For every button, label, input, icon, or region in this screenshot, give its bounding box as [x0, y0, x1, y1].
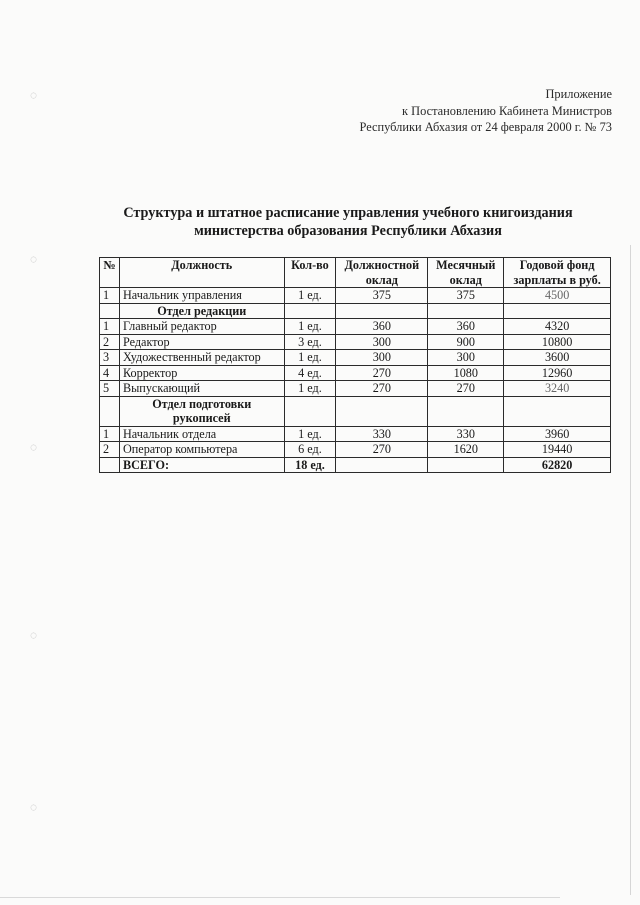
binding-hole-mark: ◌: [26, 91, 41, 100]
cell-number: 1: [100, 426, 120, 442]
cell-position: Художественный редактор: [119, 350, 284, 366]
table-row: [100, 442, 611, 458]
col-header-position: Должность: [119, 258, 284, 288]
section-title-manuscripts-l2: рукописей: [172, 411, 231, 425]
cell-salary: 375: [336, 288, 428, 304]
scan-edge-line: [630, 245, 631, 895]
col-header-monthly-l2: оклад: [449, 272, 482, 287]
cell-salary: 300: [336, 350, 428, 366]
cell-monthly: 300: [428, 350, 504, 366]
cell-number: 5: [100, 381, 120, 397]
col-header-monthly-l1: Месячный: [436, 258, 496, 272]
cell-monthly: 270: [428, 381, 504, 397]
cell-salary: 270: [336, 365, 428, 381]
cell-salary: 270: [336, 381, 428, 397]
document-title: [92, 204, 604, 240]
cell-annual: 3240: [504, 381, 611, 397]
appendix-header: [359, 86, 612, 136]
cell-salary: 330: [336, 426, 428, 442]
cell-salary: 360: [336, 319, 428, 335]
total-annual: 62820: [504, 457, 611, 473]
cell-monthly: 900: [428, 334, 504, 350]
cell-number: 2: [100, 334, 120, 350]
section-row: [100, 396, 611, 426]
col-header-quantity: Кол-во: [284, 258, 336, 288]
cell-monthly: 1080: [428, 365, 504, 381]
cell-quantity: 6 ед.: [284, 442, 336, 458]
cell-position: Выпускающий: [119, 381, 284, 397]
section-title-editorial: Отдел редакции: [119, 303, 284, 319]
cell-quantity: 1 ед.: [284, 288, 336, 304]
total-label: ВСЕГО:: [119, 457, 284, 473]
cell-position: Корректор: [119, 365, 284, 381]
cell-quantity: 1 ед.: [284, 350, 336, 366]
binding-hole-mark: ◌: [26, 443, 41, 452]
table-row: [100, 319, 611, 335]
cell-number: 1: [100, 319, 120, 335]
table-row: [100, 288, 611, 304]
cell-number: 4: [100, 365, 120, 381]
cell-annual: 19440: [504, 442, 611, 458]
cell-number: 3: [100, 350, 120, 366]
cell-quantity: 1 ед.: [284, 426, 336, 442]
col-header-annual-l1: Годовой фонд: [519, 258, 595, 272]
cell-position: Начальник управления: [119, 288, 284, 304]
binding-hole-mark: ◌: [26, 631, 41, 640]
decree-reference: к Постановлению Кабинета Министров: [402, 103, 612, 118]
cell-number: 1: [100, 288, 120, 304]
section-title-manuscripts-l1: Отдел подготовки: [152, 396, 252, 411]
table-row: [100, 334, 611, 350]
cell-annual: 4500: [504, 288, 611, 304]
col-header-salary-l1: Должностной: [344, 258, 420, 272]
appendix-label: Приложение: [545, 87, 612, 101]
cell-salary: 270: [336, 442, 428, 458]
table-header-row: [100, 258, 611, 288]
cell-salary: 300: [336, 334, 428, 350]
cell-quantity: 1 ед.: [284, 319, 336, 335]
title-line-1: Структура и штатное расписание управления учебного книгоиздания: [123, 205, 573, 221]
cell-quantity: 4 ед.: [284, 365, 336, 381]
section-title-manuscripts: [119, 396, 284, 426]
table-row: [100, 350, 611, 366]
cell-monthly: 360: [428, 319, 504, 335]
table-row: [100, 426, 611, 442]
cell-number: 2: [100, 442, 120, 458]
cell-position: Начальник отдела: [119, 426, 284, 442]
col-header-monthly: [428, 258, 504, 288]
binding-hole-mark: ◌: [26, 255, 41, 264]
total-row: [100, 457, 611, 473]
cell-quantity: 3 ед.: [284, 334, 336, 350]
cell-annual: 10800: [504, 334, 611, 350]
col-header-salary: [336, 258, 428, 288]
col-header-salary-l2: оклад: [365, 272, 398, 287]
staff-schedule-table: [99, 257, 611, 473]
table-row: [100, 381, 611, 397]
col-header-annual-l2: зарплаты в руб.: [513, 272, 601, 287]
cell-monthly: 330: [428, 426, 504, 442]
cell-annual: 4320: [504, 319, 611, 335]
col-header-number: №: [100, 258, 120, 288]
cell-position: Главный редактор: [119, 319, 284, 335]
col-header-annual: [504, 258, 611, 288]
cell-annual: 3600: [504, 350, 611, 366]
binding-hole-mark: ◌: [26, 803, 41, 812]
cell-position: Оператор компьютера: [119, 442, 284, 458]
decree-date: Республики Абхазия от 24 февраля 2000 г. № 73: [359, 120, 612, 134]
cell-monthly: 375: [428, 288, 504, 304]
total-quantity: 18 ед.: [284, 457, 336, 473]
cell-annual: 12960: [504, 365, 611, 381]
cell-quantity: 1 ед.: [284, 381, 336, 397]
cell-monthly: 1620: [428, 442, 504, 458]
cell-position: Редактор: [119, 334, 284, 350]
scan-bottom-line: [0, 897, 560, 898]
title-line-2: министерства образования Республики Абхазия: [194, 223, 502, 239]
table-row: [100, 365, 611, 381]
cell-annual: 3960: [504, 426, 611, 442]
section-row: [100, 303, 611, 319]
